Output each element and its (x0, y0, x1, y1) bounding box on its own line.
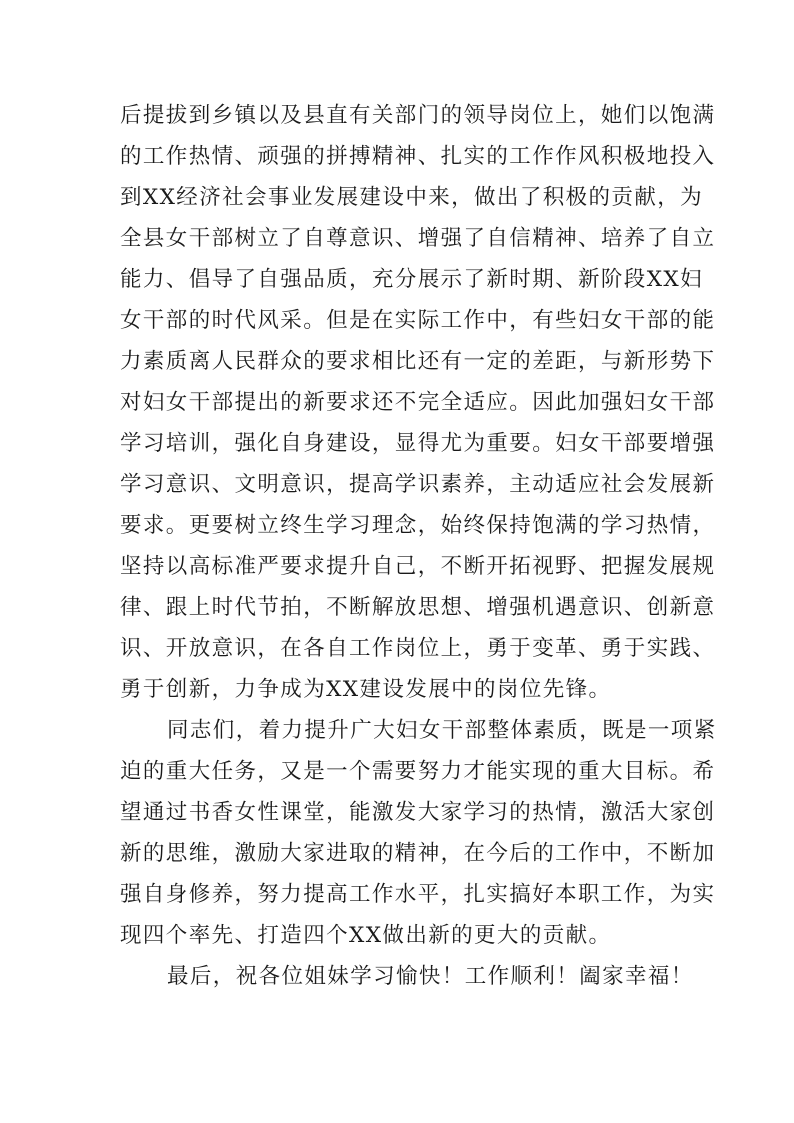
text-line: 能力、倡导了自强品质，充分展示了新时期、新阶段XX妇 (120, 267, 704, 292)
text-line: 对妇女干部提出的新要求还不完全适应。因此加强妇女干部 (120, 390, 716, 415)
text-line: 的工作热情、顽强的拼搏精神、扎实的工作作风积极地投入 (120, 144, 716, 169)
text-line: 女干部的时代风采。但是在实际工作中，有些妇女干部的能 (120, 308, 716, 333)
text-line: 力素质离人民群众的要求相比还有一定的差距，与新形势下 (120, 349, 716, 374)
text-line: 律、跟上时代节拍，不断解放思想、增强机遇意识、创新意 (120, 595, 716, 620)
paragraph-3 (120, 956, 694, 997)
text-line: 新的思维，激励大家进取的精神，在今后的工作中，不断加 (120, 841, 716, 866)
text-line: 全县女干部树立了自尊意识、增强了自信精神、培养了自立 (120, 226, 716, 251)
text-line: 现四个率先、打造四个XX做出新的更大的贡献。 (120, 923, 612, 948)
text-line: 勇于创新，力争成为XX建设发展中的岗位先锋。 (120, 677, 612, 702)
text-line: 坚持以高标准严要求提升自己，不断开拓视野、把握发展规 (120, 554, 716, 579)
text-line: 要求。更要树立终生学习理念，始终保持饱满的学习热情， (120, 513, 716, 538)
paragraph-1 (120, 95, 716, 710)
text-line: 同志们，着力提升广大妇女干部整体素质，既是一项紧 (167, 718, 717, 743)
paragraph-2 (120, 710, 717, 956)
text-line: 学习意识、文明意识，提高学识素养，主动适应社会发展新 (120, 472, 716, 497)
text-line: 到XX经济社会事业发展建设中来，做出了积极的贡献，为 (120, 185, 704, 210)
text-line: 识、开放意识，在各自工作岗位上，勇于变革、勇于实践、 (120, 636, 716, 661)
text-line: 学习培训，强化自身建设，显得尤为重要。妇女干部要增强 (120, 431, 716, 456)
document-page (120, 95, 717, 997)
text-line: 望通过书香女性课堂，能激发大家学习的热情，激活大家创 (120, 800, 716, 825)
text-line: 后提拔到乡镇以及县直有关部门的领导岗位上，她们以饱满 (120, 103, 716, 128)
text-line: 强自身修养，努力提高工作水平，扎实搞好本职工作，为实 (120, 882, 716, 907)
text-line: 最后，祝各位姐妹学习愉快！工作顺利！阖家幸福！ (167, 964, 694, 989)
text-line: 迫的重大任务，又是一个需要努力才能实现的重大目标。希 (120, 759, 716, 784)
